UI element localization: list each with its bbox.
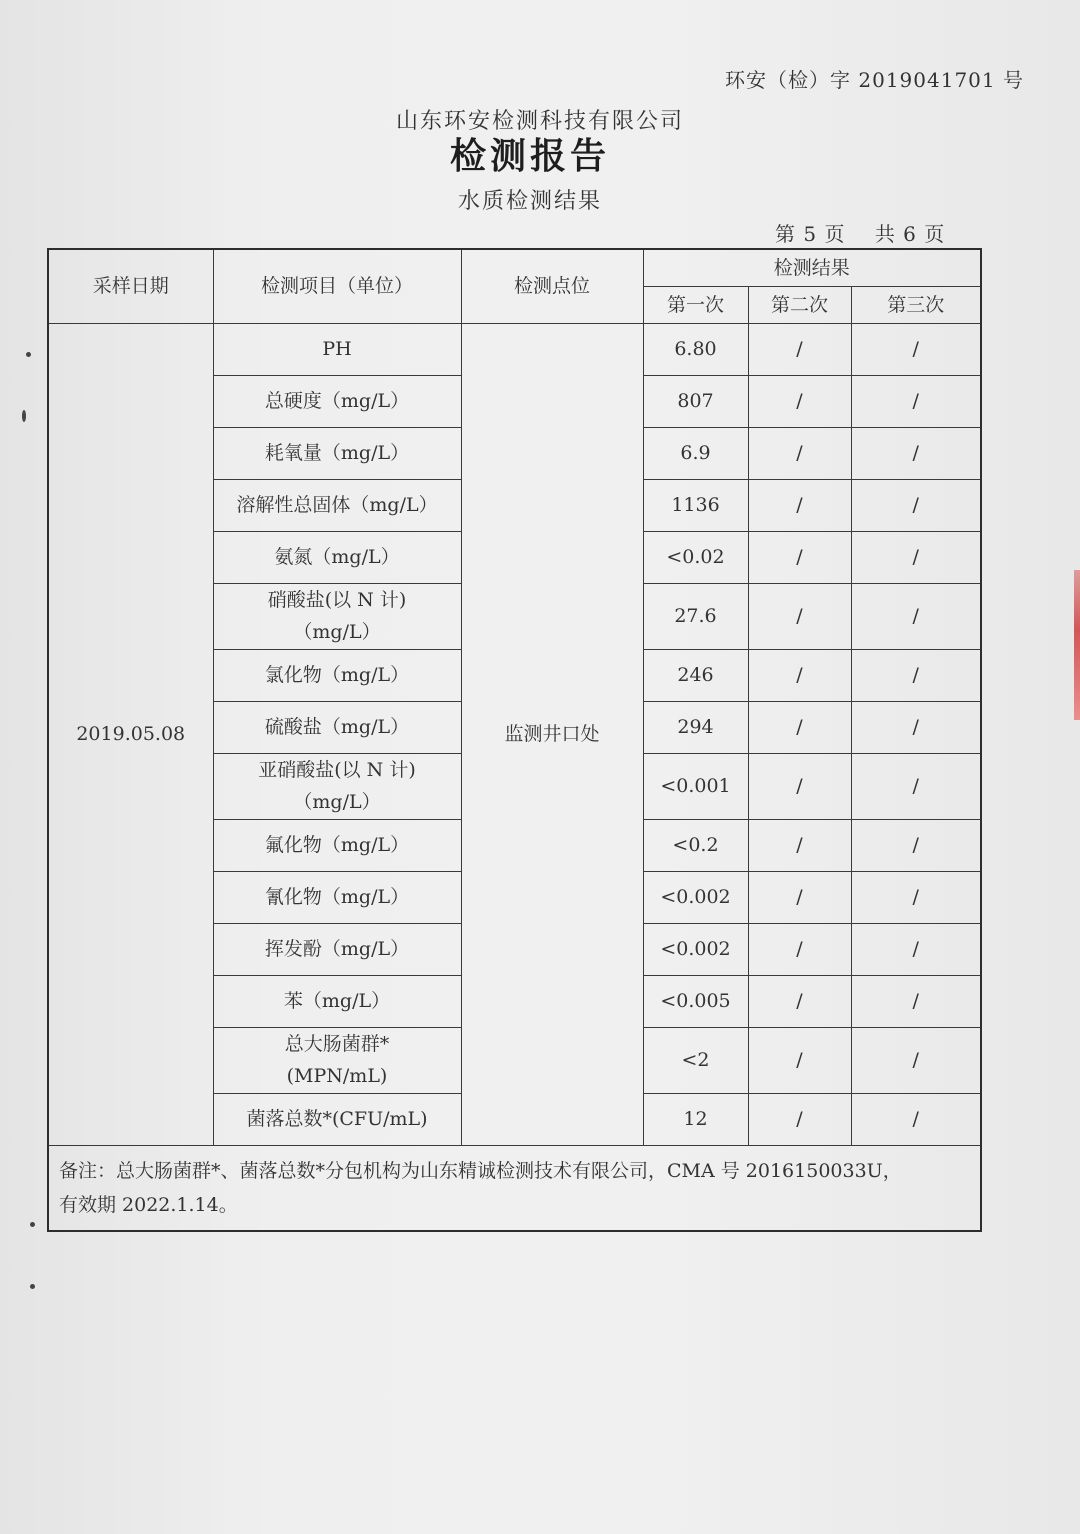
- scan-speck-mark: [30, 1284, 35, 1289]
- col-header-results: 检测结果: [643, 249, 981, 286]
- page-info: [775, 218, 967, 247]
- first-result-cell: <0.001: [643, 753, 748, 819]
- first-result-cell: <0.002: [643, 923, 748, 975]
- first-result-cell: <0.005: [643, 975, 748, 1027]
- header-row: [48, 249, 981, 286]
- first-result-cell: <2: [643, 1027, 748, 1093]
- col-header-first: 第一次: [643, 286, 748, 323]
- item-cell-unit: （mg/L）: [293, 621, 381, 643]
- second-result-cell: /: [748, 649, 851, 701]
- second-result-cell: /: [748, 1027, 851, 1093]
- table-row: [48, 323, 981, 375]
- third-result-cell: /: [851, 583, 981, 649]
- item-cell: [213, 583, 461, 649]
- page-number: 第 5 页: [775, 222, 846, 246]
- third-result-cell: /: [851, 1027, 981, 1093]
- item-cell: 氰化物（mg/L）: [213, 871, 461, 923]
- first-result-cell: 6.9: [643, 427, 748, 479]
- second-result-cell: /: [748, 819, 851, 871]
- first-result-cell: <0.02: [643, 531, 748, 583]
- third-result-cell: /: [851, 753, 981, 819]
- third-result-cell: /: [851, 871, 981, 923]
- second-result-cell: /: [748, 871, 851, 923]
- first-result-cell: 807: [643, 375, 748, 427]
- first-result-cell: 6.80: [643, 323, 748, 375]
- notes-row: [48, 1145, 981, 1231]
- report-title: 检测报告: [449, 135, 610, 177]
- page-total: 共 6 页: [874, 222, 946, 246]
- notes-cell: [48, 1145, 981, 1231]
- first-result-cell: <0.2: [643, 819, 748, 871]
- item-cell: 溶解性总固体（mg/L）: [213, 479, 461, 531]
- col-header-test-point: 检测点位: [461, 249, 643, 323]
- item-cell: 氨氮（mg/L）: [213, 531, 461, 583]
- third-result-cell: /: [851, 649, 981, 701]
- item-cell: 氟化物（mg/L）: [213, 819, 461, 871]
- third-result-cell: /: [851, 975, 981, 1027]
- item-cell: [213, 753, 461, 819]
- red-stamp-edge-mark: [1074, 570, 1080, 720]
- company-name: 山东环安检测科技有限公司: [395, 109, 684, 134]
- item-cell-unit: (MPN/mL): [286, 1065, 388, 1087]
- col-header-test-item: 检测项目（单位）: [213, 249, 461, 323]
- third-result-cell: /: [851, 923, 981, 975]
- third-result-cell: /: [851, 427, 981, 479]
- item-cell-unit: （mg/L）: [293, 791, 381, 813]
- item-cell: 苯（mg/L）: [213, 975, 461, 1027]
- third-result-cell: /: [851, 701, 981, 753]
- third-result-cell: /: [851, 375, 981, 427]
- second-result-cell: /: [748, 531, 851, 583]
- third-result-cell: /: [851, 819, 981, 871]
- first-result-cell: 246: [643, 649, 748, 701]
- second-result-cell: /: [748, 1093, 851, 1145]
- results-table: [47, 248, 982, 1232]
- second-result-cell: /: [748, 923, 851, 975]
- sample-date-cell: 2019.05.08: [48, 323, 213, 1145]
- third-result-cell: /: [851, 1093, 981, 1145]
- notes-line-1: 备注：总大肠菌群*、菌落总数*分包机构为山东精诚检测技术有限公司，CMA 号 2016150033U，: [59, 1159, 902, 1182]
- first-result-cell: <0.002: [643, 871, 748, 923]
- first-result-cell: 1136: [643, 479, 748, 531]
- item-cell: [213, 1027, 461, 1093]
- second-result-cell: /: [748, 583, 851, 649]
- first-result-cell: 27.6: [643, 583, 748, 649]
- item-cell: 总硬度（mg/L）: [213, 375, 461, 427]
- item-cell: 耗氧量（mg/L）: [213, 427, 461, 479]
- item-cell-line: 亚硝酸盐(以 N 计): [258, 759, 416, 781]
- second-result-cell: /: [748, 375, 851, 427]
- item-cell-line: 总大肠菌群*: [284, 1033, 390, 1055]
- sample-point-cell: 监测井口处: [461, 323, 643, 1145]
- third-result-cell: /: [851, 479, 981, 531]
- notes-line-2: 有效期 2022.1.14。: [59, 1193, 238, 1216]
- first-result-cell: 294: [643, 701, 748, 753]
- scan-speck-mark: [26, 352, 31, 357]
- second-result-cell: /: [748, 753, 851, 819]
- second-result-cell: /: [748, 479, 851, 531]
- third-result-cell: /: [851, 531, 981, 583]
- second-result-cell: /: [748, 701, 851, 753]
- first-result-cell: 12: [643, 1093, 748, 1145]
- report-reference-number: 环安（检）字 2019041701 号: [725, 68, 1024, 92]
- col-header-sample-date: 采样日期: [48, 249, 213, 323]
- col-header-third: 第三次: [851, 286, 981, 323]
- item-cell: PH: [213, 323, 461, 375]
- scan-speck-mark: [22, 410, 26, 422]
- third-result-cell: /: [851, 323, 981, 375]
- second-result-cell: /: [748, 323, 851, 375]
- item-cell: 挥发酚（mg/L）: [213, 923, 461, 975]
- item-cell: 硫酸盐（mg/L）: [213, 701, 461, 753]
- col-header-second: 第二次: [748, 286, 851, 323]
- report-subtitle: 水质检测结果: [457, 189, 602, 214]
- second-result-cell: /: [748, 427, 851, 479]
- item-cell-line: 硝酸盐(以 N 计): [267, 589, 407, 611]
- item-cell: 菌落总数*(CFU/mL): [213, 1093, 461, 1145]
- item-cell: 氯化物（mg/L）: [213, 649, 461, 701]
- scan-speck-mark: [30, 1222, 35, 1227]
- second-result-cell: /: [748, 975, 851, 1027]
